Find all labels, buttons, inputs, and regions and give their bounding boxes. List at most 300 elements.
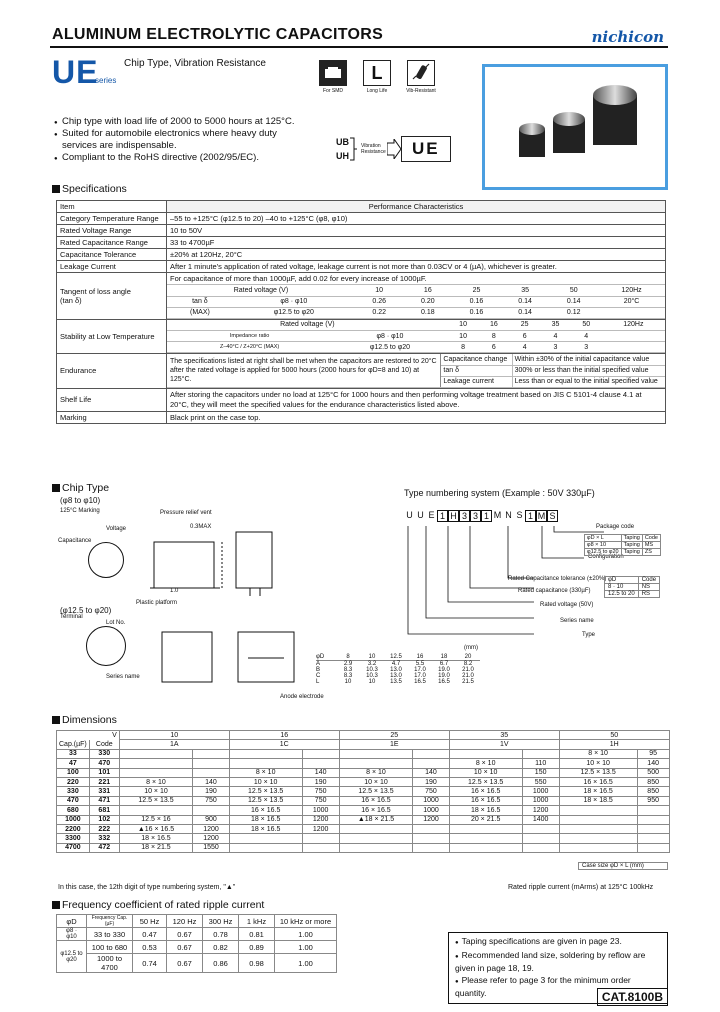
size-table <box>316 654 480 685</box>
numbering-item: Package code <box>596 524 635 530</box>
dim-cell <box>302 749 339 758</box>
dim-cell: 12.5 × 13.5 <box>119 796 192 805</box>
dim-cell: 1200 <box>193 834 230 843</box>
stab-head: 120Hz <box>602 320 665 331</box>
dim-voltage-code: 1A <box>119 740 229 749</box>
spec-row-marking <box>57 411 666 423</box>
freq-cell: 1000 to 4700 <box>87 954 133 973</box>
flow-note: Vibration Resistance <box>361 143 386 155</box>
spec-heading: Specifications <box>52 183 127 195</box>
code-char: S <box>547 510 558 522</box>
label-anode: Anode electrode <box>280 694 324 700</box>
tan-cell: 0.22 <box>355 307 404 318</box>
size-cell: 21.0 <box>462 673 474 679</box>
freq-head: 120 Hz <box>167 915 203 928</box>
dim-cell: 1000 <box>302 806 339 815</box>
dim-cell <box>522 749 559 758</box>
stab-cell: φ12.5 to φ20 <box>332 342 447 353</box>
dim-cell <box>193 768 230 777</box>
dim-cell: 190 <box>302 777 339 786</box>
feature-item: services are indispensable. <box>62 140 177 151</box>
dim-cell: 102 <box>89 815 119 824</box>
stab-cell <box>167 319 666 354</box>
endurance-key: tan δ <box>441 365 512 376</box>
size-cell: 10.3 <box>366 667 378 673</box>
dim-cell <box>193 759 230 768</box>
code-char: 1 <box>525 510 536 522</box>
freq-cell: 100 to 680 <box>87 941 133 954</box>
spec-table <box>56 200 666 424</box>
dim-cell: 18 × 18.5 <box>559 796 637 805</box>
size-cell: 3.2 <box>367 661 377 667</box>
stab-cell: 6 <box>509 331 540 342</box>
dim-row <box>57 815 670 824</box>
stab-cell: 8 <box>448 342 479 353</box>
stab-cell: φ8 · φ10 <box>332 331 447 342</box>
vibration-icon <box>407 60 435 86</box>
dim-cell: 8 × 10 <box>339 768 412 777</box>
bracket-icon <box>349 134 357 164</box>
endurance-val: 300% or less than the initial specified value <box>512 365 665 376</box>
tan-cell: 0.14 <box>501 296 550 307</box>
dim-cell: 681 <box>89 806 119 815</box>
tan-cell: 0.16 <box>452 296 501 307</box>
dim-cell: 332 <box>89 834 119 843</box>
endurance-val: Less than or equal to the initial specified value <box>512 376 665 387</box>
spec-item: Category Temperature Range <box>57 213 167 225</box>
code-char: U <box>406 510 413 520</box>
dim-row <box>57 768 670 777</box>
chip-sub2: (φ12.5 to φ20) <box>60 606 112 615</box>
dim-cell <box>522 824 559 833</box>
stab-cell: 4 <box>571 331 602 342</box>
leakage-line: After 1 minute's application of rated voltage, leakage current is not more than 0.03CV or 4 (µA), whichever is greater. <box>170 262 557 271</box>
badge-long-life-caption: Long Life <box>366 88 388 94</box>
spec-row-tan <box>57 273 666 320</box>
dim-cell: 1200 <box>302 824 339 833</box>
tan-head: 120Hz <box>598 285 665 296</box>
spec-row-endurance <box>57 354 666 389</box>
numbering-title: Type numbering system (Example : 50V 330µF) <box>404 488 595 498</box>
dim-cell: 750 <box>302 787 339 796</box>
spec-row-shelf <box>57 388 666 411</box>
tan-head: 50 <box>549 285 598 296</box>
spec-item: Leakage Current <box>57 261 167 273</box>
size-head: 20 <box>456 654 480 661</box>
dim-cell: ▲18 × 21.5 <box>339 815 412 824</box>
label-dim: 1.0 <box>170 588 179 594</box>
dim-cell: 221 <box>89 777 119 786</box>
freq-head: φD <box>57 915 87 928</box>
dim-cell: 10 × 10 <box>119 787 192 796</box>
stab-head: 25 <box>509 320 540 331</box>
dim-voltage: 50 <box>559 731 669 740</box>
freq-head: Frequency Cap.(µF) <box>87 915 133 928</box>
size-cell: 16.5 <box>414 679 426 685</box>
size-head: 12.5 <box>384 654 408 661</box>
dim-cell <box>229 834 302 843</box>
flow-source-ub: UB <box>336 137 349 147</box>
dim-voltage-code: 1V <box>449 740 559 749</box>
long-life-icon: L <box>363 60 391 86</box>
size-head: 18 <box>432 654 456 661</box>
dim-voltage: 25 <box>339 731 449 740</box>
size-cell: 19.0 <box>438 667 450 673</box>
spec-header-row <box>57 201 666 213</box>
badge-smd <box>316 60 350 94</box>
dim-cell: 16 × 16.5 <box>339 796 412 805</box>
dim-cell: 1000 <box>413 806 450 815</box>
tan-head: 25 <box>452 285 501 296</box>
size-head: 10 <box>360 654 384 661</box>
freq-cell: 0.67 <box>167 941 203 954</box>
size-cell: 17.0 <box>414 673 426 679</box>
stab-cell: Impedance ratio <box>167 331 332 342</box>
tan-cell <box>598 307 665 318</box>
freq-cell: 0.82 <box>203 941 239 954</box>
pkg-cell: φD × L <box>585 535 622 542</box>
note-item: ● Recommended land size, soldering by reflow are given in page 18, 19. <box>455 950 661 975</box>
dim-cell: 140 <box>193 777 230 786</box>
spec-value: ±20% at 120Hz, 20°C <box>167 249 666 261</box>
freq-head: 50 Hz <box>133 915 167 928</box>
dim-voltage-code: 1H <box>559 740 669 749</box>
endurance-key: Capacitance change <box>441 354 512 365</box>
freq-cell: 1.00 <box>275 928 337 941</box>
freq-cell: 0.89 <box>239 941 275 954</box>
dim-cell: 220 <box>57 777 90 786</box>
tan-cell: (MAX) <box>167 307 233 318</box>
dim-cell: 1000 <box>522 796 559 805</box>
feature-item: ● Suited for automobile electronics where heavy duty <box>54 128 294 140</box>
cfg-cell: RS <box>638 591 659 598</box>
size-cell: 6.7 <box>439 661 449 667</box>
dim-cell: 850 <box>637 777 669 786</box>
stab-head: Rated voltage (V) <box>167 320 448 331</box>
dim-cell <box>302 843 339 852</box>
dim-cell: 680 <box>57 806 90 815</box>
stab-table <box>167 320 665 354</box>
dimensions-table <box>56 730 670 853</box>
catalog-number: CAT.8100B <box>597 988 668 1006</box>
dim-cell: 12.5 × 13.5 <box>339 787 412 796</box>
dim-legend-size: Case size φD × L (mm) <box>578 862 668 870</box>
freq-head: 300 Hz <box>203 915 239 928</box>
dim-cell: 750 <box>193 796 230 805</box>
code-char: 3 <box>459 510 470 522</box>
dim-cell: 16 × 16.5 <box>229 806 302 815</box>
dim-legend-ripple: Rated ripple current (mArms) at 125°C 100kHz <box>508 884 654 891</box>
size-cell: 16.5 <box>438 679 450 685</box>
numbering-item: Configuration <box>588 554 624 560</box>
size-cell: 13.0 <box>390 673 402 679</box>
spec-item: Rated Capacitance Range <box>57 237 167 249</box>
dim-cell: 2200 <box>57 824 90 833</box>
badge-smd-caption: For SMD <box>323 88 343 94</box>
dim-cell: 8 × 10 <box>229 768 302 777</box>
flow-source-uh: UH <box>336 151 349 161</box>
stab-cell: 3 <box>571 342 602 353</box>
dim-cell: 10 × 10 <box>339 777 412 786</box>
header-rule <box>50 46 668 48</box>
stab-head: 16 <box>478 320 509 331</box>
dim-cell: 16 × 16.5 <box>559 777 637 786</box>
pkg-cell: φ12.5 to φ20 <box>585 549 622 556</box>
dim-cell: 18 × 16.5 <box>119 834 192 843</box>
code-char: H <box>448 510 459 522</box>
spec-item: Capacitance Tolerance <box>57 249 167 261</box>
code-char: M <box>493 510 502 520</box>
brand-logo: nichicon <box>591 28 664 46</box>
dim-cell <box>339 824 412 833</box>
size-unit: (mm) <box>464 645 478 651</box>
dim-cell: 8 × 10 <box>449 759 522 768</box>
dim-cell: 1000 <box>522 787 559 796</box>
dim-cell <box>119 768 192 777</box>
tan-sublabel: (tan δ) <box>60 295 82 305</box>
flow-target: UE <box>401 136 451 162</box>
endurance-text: The specifications listed at right shall be met when the capacitors are restored to 20°C after the rated voltage is applied for 5000 hours (2000 hours for φD=8 and 10) at 125°C. <box>167 354 441 387</box>
freq-cell: 0.86 <box>203 954 239 973</box>
dim-v-label: V <box>57 731 120 740</box>
series-word: series <box>95 76 117 85</box>
stab-head: 50 <box>571 320 602 331</box>
dim-cell: 470 <box>89 759 119 768</box>
dim-voltage: 10 <box>119 731 229 740</box>
size-cell: 10.3 <box>366 673 378 679</box>
feature-badges <box>316 60 438 94</box>
dim-code-label: Code <box>89 740 119 749</box>
dim-cell: 16 × 16.5 <box>339 806 412 815</box>
size-cell: L <box>316 679 320 685</box>
size-cell: B <box>316 667 321 673</box>
tan-cell: tan δ <box>167 296 233 307</box>
pkg-cell: Code <box>642 535 660 542</box>
dim-cell <box>413 759 450 768</box>
tan-cell: 0.18 <box>404 307 453 318</box>
dim-cell: 95 <box>637 749 669 758</box>
dim-cell <box>637 815 669 824</box>
frequency-heading: Frequency coefficient of rated ripple current <box>52 899 264 911</box>
dim-cell <box>302 834 339 843</box>
size-cell: 4.7 <box>391 661 401 667</box>
label-voltage: Voltage <box>106 526 127 532</box>
note-item: ● Please refer to page 3 for the minimum order quantity. <box>455 975 661 1000</box>
spec-item: Shelf Life <box>57 388 167 411</box>
size-cell: 8.3 <box>343 667 353 673</box>
dim-cell: 1200 <box>193 824 230 833</box>
code-char: S <box>516 510 523 520</box>
series-flow <box>336 134 451 164</box>
pkg-cell: φ8 × 10 <box>585 542 622 549</box>
size-cell: C <box>316 673 321 679</box>
feature-list <box>54 116 294 164</box>
dim-row <box>57 796 670 805</box>
dim-cell: 330 <box>89 749 119 758</box>
dim-voltage-code: 1E <box>339 740 449 749</box>
freq-cell: 0.78 <box>203 928 239 941</box>
dim-cell <box>229 749 302 758</box>
tan-cell: 0.16 <box>452 307 501 318</box>
spec-item: Stability at Low Temperature <box>57 319 167 354</box>
dim-cell: 1200 <box>302 815 339 824</box>
tan-head: 35 <box>501 285 550 296</box>
stab-cell: 6 <box>478 342 509 353</box>
tan-cell: 0.26 <box>355 296 404 307</box>
dim-cell: 331 <box>89 787 119 796</box>
dim-cell <box>339 834 412 843</box>
dim-cell <box>559 806 637 815</box>
endurance-key: Leakage current <box>441 376 512 387</box>
label-marking: 125°C Marking <box>60 508 100 514</box>
pkg-cell: Taping <box>621 542 642 549</box>
dim-cell <box>229 843 302 852</box>
dim-cell: 101 <box>89 768 119 777</box>
tan-head: Rated voltage (V) <box>167 285 355 296</box>
leakage-line: For capacitance of more than 1000µF, add 0.02 for every increase of 1000µF. <box>167 273 665 285</box>
dim-cell: 470 <box>57 796 90 805</box>
dim-cell: 10 × 10 <box>559 759 637 768</box>
size-cell: A <box>316 661 321 667</box>
tan-label: Tangent of loss angle <box>60 286 131 296</box>
dim-cell: 140 <box>637 759 669 768</box>
dim-cell <box>449 749 522 758</box>
dim-cell <box>522 843 559 852</box>
spec-item: Rated Voltage Range <box>57 225 167 237</box>
dim-cell: ▲16 × 16.5 <box>119 824 192 833</box>
freq-cell: 33 to 330 <box>87 928 133 941</box>
code-char: 1 <box>481 510 492 522</box>
dim-cell: 330 <box>57 787 90 796</box>
cfg-cell: 12.5 to 20 <box>605 591 639 598</box>
code-char: 1 <box>437 510 448 522</box>
label-vent: Pressure relief vent <box>160 510 212 516</box>
dim-voltage-code: 1C <box>229 740 339 749</box>
dim-cell: 12.5 × 16 <box>119 815 192 824</box>
dim-cell <box>339 759 412 768</box>
spec-value: 10 to 50V <box>167 225 666 237</box>
freq-cell: 1.00 <box>275 941 337 954</box>
dim-cell: 472 <box>89 843 119 852</box>
spec-value <box>167 261 666 273</box>
freq-cell: 1.00 <box>275 954 337 973</box>
side-view-drawing <box>150 518 280 598</box>
dim-cell: 18 × 16.5 <box>559 787 637 796</box>
size-cell: 2.9 <box>343 661 353 667</box>
dim-cell <box>339 749 412 758</box>
size-cell: 13.0 <box>390 667 402 673</box>
dim-cell: 8 × 10 <box>119 777 192 786</box>
freq-cell: 0.74 <box>133 954 167 973</box>
dim-cell: 190 <box>193 787 230 796</box>
label-series: Series name <box>106 674 140 680</box>
dim-cell: 47 <box>57 759 90 768</box>
stab-cell: 8 <box>478 331 509 342</box>
dim-cell <box>449 834 522 843</box>
cfg-cell: Code <box>638 577 659 584</box>
dim-cell: 20 × 21.5 <box>449 815 522 824</box>
spec-value: 33 to 4700µF <box>167 237 666 249</box>
numbering-item: Series name <box>560 618 594 624</box>
stab-cell: 10 <box>448 331 479 342</box>
note-item: ● Taping specifications are given in page 23. <box>455 936 661 950</box>
numbering-item: Rated Capacitance tolerance (±20%) <box>508 576 607 582</box>
dim-row <box>57 843 670 852</box>
smd-icon <box>319 60 347 86</box>
spec-row <box>57 249 666 261</box>
dim-cell: 16 × 16.5 <box>449 796 522 805</box>
size-cell: 13.5 <box>390 679 402 685</box>
code-char: N <box>505 510 512 520</box>
dim-cell: 471 <box>89 796 119 805</box>
code-char: U <box>417 510 424 520</box>
tan-cell: 0.12 <box>549 307 598 318</box>
dim-cell <box>302 759 339 768</box>
size-cell: 5.5 <box>415 661 425 667</box>
dim-cell: 750 <box>413 787 450 796</box>
dim-cell <box>229 759 302 768</box>
dim-cell: 18 × 16.5 <box>449 806 522 815</box>
dim-row <box>57 806 670 815</box>
dim-cell <box>522 834 559 843</box>
spec-value: Black print on the case top. <box>167 411 666 423</box>
numbering-item: Rated voltage (50V) <box>540 602 594 608</box>
pkg-cell: MS <box>642 542 660 549</box>
dim-cell <box>449 843 522 852</box>
freq-cell: 0.53 <box>133 941 167 954</box>
dim-cell: 1400 <box>522 815 559 824</box>
stab-cell <box>602 342 665 353</box>
dim-row <box>57 749 670 758</box>
freq-cell: 0.98 <box>239 954 275 973</box>
dim-cell: 110 <box>522 759 559 768</box>
tan-table <box>167 285 665 319</box>
freq-cell: φ12.5 to φ20 <box>57 941 87 973</box>
chip-sub1: (φ8 to φ10) <box>60 496 101 505</box>
badge-vibration <box>404 60 438 94</box>
size-head: 16 <box>408 654 432 661</box>
dim-cell: 4700 <box>57 843 90 852</box>
tan-cell: 0.14 <box>501 307 550 318</box>
label-terminal: Terminal <box>60 614 83 620</box>
freq-cell: 0.67 <box>167 928 203 941</box>
dim-cell <box>637 806 669 815</box>
capacitor-top-view-large <box>86 626 126 666</box>
dim-cell: 950 <box>637 796 669 805</box>
dimensions-heading: Dimensions <box>52 714 117 726</box>
pkg-cell: Taping <box>621 549 642 556</box>
cfg-cell: φD <box>605 577 639 584</box>
stab-cell: 4 <box>540 331 571 342</box>
dim-cell <box>637 843 669 852</box>
spec-value: After storing the capacitors under no load at 125°C for 1000 hours and then performing voltage treatment based on JIS C 5101-4 clause 4.1 at 20°C, they will meet the specified values for the endurance characteristics listed above. <box>167 388 666 411</box>
dim-cell <box>559 843 637 852</box>
tan-cell: 20°C <box>598 296 665 307</box>
configuration-table <box>604 576 660 598</box>
label-capacitance: Capacitance <box>58 538 92 544</box>
dim-cell: 10 × 10 <box>449 768 522 777</box>
size-cell: 21.0 <box>462 667 474 673</box>
header-title: ALUMINUM ELECTROLYTIC CAPACITORS <box>52 26 384 43</box>
stab-cell: Z–40°C / Z+20°C (MAX) <box>167 342 332 353</box>
spec-row <box>57 237 666 249</box>
stab-cell: 4 <box>509 342 540 353</box>
code-char: E <box>428 510 435 520</box>
dim-cell <box>339 843 412 852</box>
spec-row-stability <box>57 319 666 354</box>
size-cell: 17.0 <box>414 667 426 673</box>
dim-cell: 18 × 16.5 <box>229 815 302 824</box>
